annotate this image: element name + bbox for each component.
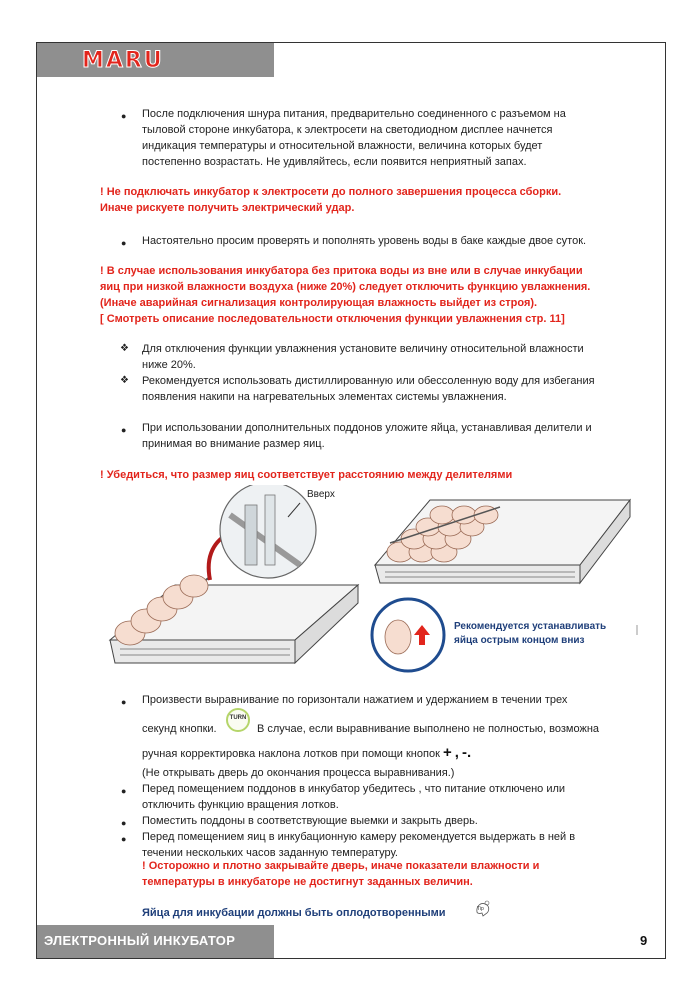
text-line: яиц при низкой влажности воздуха (ниже 20%) следует отключить функцию увлажнения.	[100, 281, 591, 293]
text-line: температуры в инкубаторе не достигнут заданных величин.	[142, 876, 473, 888]
footer-title: ЭЛЕКТРОННЫЙ ИНКУБАТОР	[44, 933, 236, 948]
recommend-caption	[454, 620, 606, 648]
diamond-bullet-icon: ❖	[120, 375, 129, 386]
paragraph-leveling: Произвести выравнивание по горизонтали нажатием и удержанием в течении трех	[142, 694, 568, 706]
paragraph-power-off	[142, 781, 565, 813]
text-line: ! Осторожно и плотно закрывайте дверь, иначе показатели влажности и	[142, 860, 540, 872]
page-number: 9	[640, 933, 648, 948]
text-line: принимая во внимание размер яиц.	[142, 438, 325, 450]
turn-button-icon	[226, 708, 250, 732]
tip-icon	[474, 900, 492, 918]
turn-label: TURN	[229, 715, 247, 721]
text-line: Перед помещением поддонов в инкубатор убедитесь , что питание отключено или	[142, 783, 566, 795]
warning-assembly	[100, 184, 561, 216]
paragraph-leveling-3: В случае, если выравнивание выполнено не полностью, возможна	[257, 723, 600, 735]
paragraph-leveling-2: секунд кнопки.	[142, 723, 217, 735]
text-line: постепенно возрастать. Не удивляйтесь, если появится неприятный запах.	[142, 156, 527, 168]
text-line: Перед помещением яиц в инкубационную камеру рекомендуется выдержать в ней в	[142, 831, 576, 843]
text-line: [ Смотреть описание последовательности отключения функции увлажнения стр. 11]	[100, 313, 565, 325]
text-line: Рекомендуется использовать дистиллированную или обессоленную воду для избегания	[142, 375, 595, 387]
plus-symbol: +	[442, 744, 452, 761]
text-line: тыловой стороне инкубатора, к электросети на светодиодном дисплее начнется	[142, 124, 553, 136]
text-line: ниже 20%.	[142, 359, 196, 371]
warning-door	[142, 858, 539, 890]
paragraph-manual-tilt	[142, 745, 471, 762]
text-line: течении нескольких часов заданную температуру.	[142, 847, 398, 859]
brand-logo: MARU	[82, 48, 164, 73]
paragraph-power	[142, 106, 566, 170]
paragraph-place-trays: Поместить поддоны в соответствующие выемки и закрыть дверь.	[142, 815, 478, 827]
text-line: появления накипи на нагревательных элементах системы увлажнения.	[142, 391, 507, 403]
minus-symbol: -.	[462, 744, 472, 761]
diamond-bullet-icon: ❖	[120, 343, 129, 354]
separator-symbol: ,	[454, 744, 459, 761]
warning-humidity	[100, 263, 590, 327]
up-label: Вверх	[307, 489, 335, 500]
bullet-icon: ●	[121, 834, 127, 844]
egg-tray-illustration	[100, 485, 640, 685]
text-line: Для отключения функции увлажнения установите величину относительной влажности	[142, 343, 584, 355]
text-line: Рекомендуется устанавливать	[454, 621, 607, 632]
paragraph-trays	[142, 420, 592, 452]
bullet-icon: ●	[121, 697, 127, 707]
paragraph-humidity-off	[142, 341, 584, 373]
right-tray	[375, 500, 630, 583]
text-span: ручная корректировка наклона лотков при помощи кнопок	[142, 748, 440, 760]
text-line: яйца острым концом вниз	[454, 635, 585, 646]
warning-egg-size: ! Убедиться, что размер яиц соответствует расстоянию между делителями	[100, 469, 513, 481]
paragraph-distilled	[142, 373, 595, 405]
text-line: (Иначе аварийная сигнализация контролирующая влажность выйдет из строя).	[100, 297, 538, 309]
text-line: ! В случае использования инкубатора без притока воды из вне или в случае инкубации	[100, 265, 583, 277]
bullet-icon: ●	[121, 818, 127, 828]
text-line: индикация температуры и относительной влажности, величина которых будет	[142, 140, 543, 152]
bullet-icon: ●	[121, 238, 127, 248]
zoom-detail	[220, 485, 316, 578]
bullet-icon: ●	[121, 786, 127, 796]
text-line: После подключения шнура питания, предварительно соединенного с разъемом на	[142, 108, 566, 120]
tip-icon-label: Tip	[477, 906, 484, 912]
egg-orientation-icon	[372, 599, 444, 671]
bullet-icon: ●	[121, 425, 127, 435]
paragraph-preheat	[142, 829, 575, 861]
paragraph-water: Настоятельно просим проверять и пополнять уровень воды в баке каждые двое суток.	[142, 235, 587, 247]
tip-text: Яйца для инкубации должны быть оплодотворенными	[142, 907, 446, 919]
text-line: ! Не подключать инкубатор к электросети до полного завершения процесса сборки.	[100, 186, 562, 198]
paragraph-door-note: (Не открывать дверь до окончания процесса выравнивания.)	[142, 767, 455, 779]
bullet-icon: ●	[121, 111, 127, 121]
text-line: Иначе рискуете получить электрический удар.	[100, 202, 355, 214]
text-line: отключить функцию вращения лотков.	[142, 799, 339, 811]
text-line: При использовании дополнительных поддонов уложите яйца, устанавливая делители и	[142, 422, 592, 434]
